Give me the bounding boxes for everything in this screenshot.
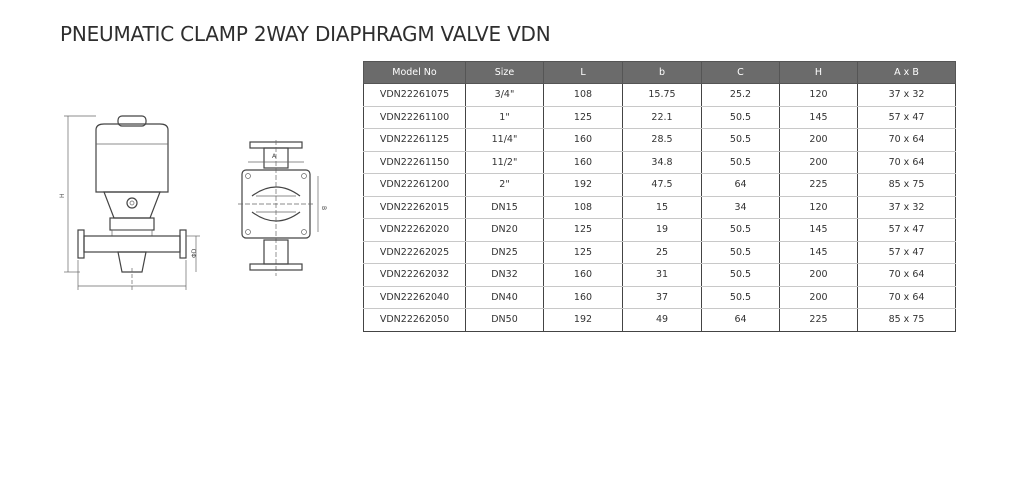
column-header-l: L [544,62,623,84]
table-cell-l: 108 [544,84,623,107]
diameter-dimension-label: ΦD [191,248,198,258]
table-cell-size: DN25 [466,241,544,264]
table-cell-c: 50.5 [702,106,780,129]
specification-table [363,61,956,332]
table-cell-b: 19 [623,219,702,242]
table-row [364,84,956,107]
table-cell-c: 50.5 [702,241,780,264]
table-cell-l: 125 [544,106,623,129]
table-cell-a-x-b: 37 x 32 [858,196,956,219]
column-header-size: Size [466,62,544,84]
table-cell-c: 50.5 [702,151,780,174]
table-cell-l: 192 [544,309,623,332]
width-a-dimension-label: A [272,153,277,160]
table-cell-a-x-b: 57 x 47 [858,241,956,264]
column-header-b: b [623,62,702,84]
table-cell-h: 120 [780,84,858,107]
table-cell-h: 200 [780,286,858,309]
table-cell-size: 3/4" [466,84,544,107]
table-cell-c: 64 [702,174,780,197]
table-cell-h: 145 [780,219,858,242]
column-header-a-x-b: A x B [858,62,956,84]
table-cell-b: 47.5 [623,174,702,197]
valve-technical-drawing [50,100,340,305]
column-header-model-no: Model No [364,62,466,84]
table-cell-h: 200 [780,264,858,287]
table-row [364,151,956,174]
table-body [364,84,956,332]
table-cell-h: 200 [780,151,858,174]
table-cell-l: 192 [544,174,623,197]
table-cell-model-no: VDN22261075 [364,84,466,107]
table-cell-c: 50.5 [702,286,780,309]
table-cell-c: 34 [702,196,780,219]
table-cell-h: 225 [780,309,858,332]
column-header-c: C [702,62,780,84]
height-dimension-label: H [59,193,66,198]
table-cell-l: 160 [544,286,623,309]
table-cell-l: 160 [544,129,623,152]
table-cell-a-x-b: 85 x 75 [858,174,956,197]
table-cell-size: DN32 [466,264,544,287]
table-cell-model-no: VDN22262020 [364,219,466,242]
table-cell-l: 125 [544,241,623,264]
table-row [364,174,956,197]
table-cell-model-no: VDN22262025 [364,241,466,264]
table-cell-c: 64 [702,309,780,332]
table-cell-model-no: VDN22262032 [364,264,466,287]
table-cell-a-x-b: 57 x 47 [858,219,956,242]
table-cell-h: 200 [780,129,858,152]
table-cell-h: 225 [780,174,858,197]
table-cell-a-x-b: 70 x 64 [858,129,956,152]
table-cell-b: 15.75 [623,84,702,107]
table-cell-model-no: VDN22261200 [364,174,466,197]
table-cell-b: 31 [623,264,702,287]
column-header-h: H [780,62,858,84]
table-cell-h: 120 [780,196,858,219]
table-row [364,286,956,309]
table-cell-size: 11/4" [466,129,544,152]
table-cell-c: 50.5 [702,264,780,287]
table-row [364,129,956,152]
table-cell-model-no: VDN22261100 [364,106,466,129]
table-cell-b: 15 [623,196,702,219]
table-cell-l: 108 [544,196,623,219]
table-cell-a-x-b: 57 x 47 [858,106,956,129]
table-cell-model-no: VDN22261125 [364,129,466,152]
table-row [364,309,956,332]
table-cell-b: 37 [623,286,702,309]
table-cell-model-no: VDN22261150 [364,151,466,174]
table-cell-size: DN15 [466,196,544,219]
table-cell-a-x-b: 85 x 75 [858,309,956,332]
table-cell-l: 160 [544,151,623,174]
table-cell-h: 145 [780,241,858,264]
table-cell-size: 11/2" [466,151,544,174]
table-cell-a-x-b: 70 x 64 [858,286,956,309]
table-cell-l: 160 [544,264,623,287]
table-row [364,264,956,287]
table-cell-l: 125 [544,219,623,242]
table-row [364,196,956,219]
table-row [364,241,956,264]
table-cell-model-no: VDN22262015 [364,196,466,219]
table-cell-model-no: VDN22262040 [364,286,466,309]
table-cell-a-x-b: 70 x 64 [858,151,956,174]
valve-front-view [238,140,327,276]
table-cell-a-x-b: 70 x 64 [858,264,956,287]
table-cell-b: 28.5 [623,129,702,152]
valve-side-view [59,116,200,290]
table-cell-c: 25.2 [702,84,780,107]
table-cell-b: 49 [623,309,702,332]
table-cell-size: DN20 [466,219,544,242]
table-cell-c: 50.5 [702,219,780,242]
table-cell-model-no: VDN22262050 [364,309,466,332]
table-row [364,219,956,242]
table-cell-size: DN40 [466,286,544,309]
width-b-dimension-label: B [320,206,327,211]
table-cell-h: 145 [780,106,858,129]
table-cell-size: 1" [466,106,544,129]
table-cell-c: 50.5 [702,129,780,152]
table-cell-size: 2" [466,174,544,197]
page-title: PNEUMATIC CLAMP 2WAY DIAPHRAGM VALVE VDN [60,22,551,46]
table-cell-a-x-b: 37 x 32 [858,84,956,107]
table-cell-b: 22.1 [623,106,702,129]
table-cell-b: 25 [623,241,702,264]
table-header-row [364,62,956,84]
table-row [364,106,956,129]
table-cell-b: 34.8 [623,151,702,174]
table-cell-size: DN50 [466,309,544,332]
